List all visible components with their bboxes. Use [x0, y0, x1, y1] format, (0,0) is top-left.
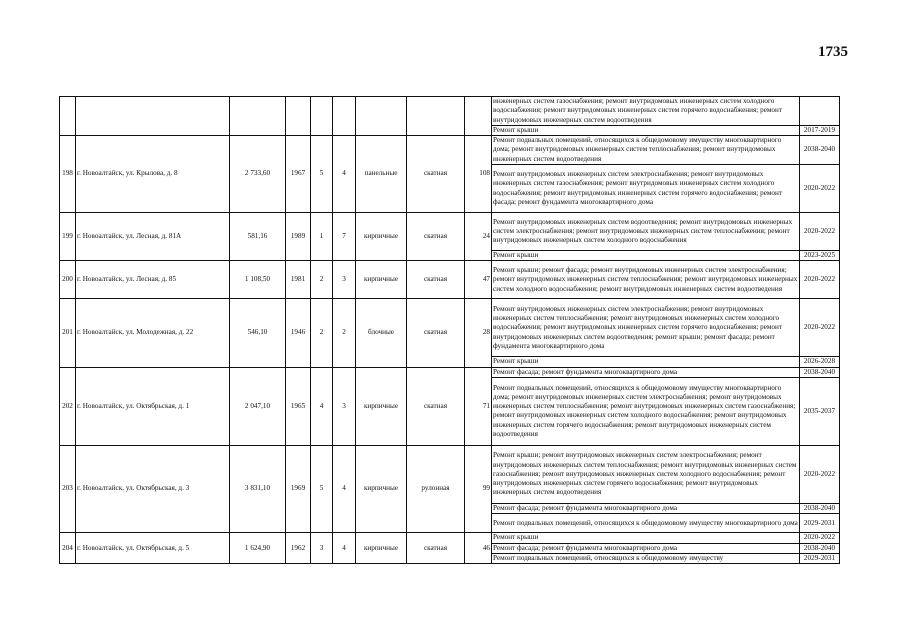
- floors: 5: [311, 445, 333, 532]
- address: г. Новоалтайск, ул. Октябрьская, д. 3: [76, 445, 230, 532]
- work-period: 2026-2028: [800, 357, 840, 367]
- work-description: Ремонт фасада; ремонт фундамента многоквартирного дома: [492, 503, 800, 513]
- work-period: 2017-2019: [800, 125, 840, 135]
- address: г. Новоалтайск, ул. Молодежная, д. 22: [76, 299, 230, 367]
- work-period: 2029-2031: [800, 553, 840, 563]
- year-built: 1965: [286, 367, 311, 445]
- work-description: Ремонт крыши: [492, 357, 800, 367]
- floors: 3: [311, 533, 333, 564]
- wall-material: блочные: [356, 299, 407, 367]
- entrances: 3: [333, 367, 356, 445]
- address: г. Новоалтайск, ул. Крылова, д. 8: [76, 136, 230, 213]
- entrances: 7: [333, 213, 356, 261]
- work-period: 2035-2037: [800, 377, 840, 445]
- row-number: 200: [60, 261, 76, 299]
- floors: 1: [311, 213, 333, 261]
- housing-repair-table: [59, 96, 840, 564]
- year-built: 1962: [286, 533, 311, 564]
- area: 1 108,50: [230, 261, 286, 299]
- wall-material: кирпичные: [356, 367, 407, 445]
- wall-material: панельные: [356, 136, 407, 213]
- floors: 5: [311, 136, 333, 213]
- table-row: [60, 445, 840, 503]
- work-description: Ремонт крыши: [492, 125, 800, 135]
- floors: 2: [311, 299, 333, 367]
- row-number: 204: [60, 533, 76, 564]
- work-period: 2020-2022: [800, 261, 840, 299]
- roof-type: скатная: [407, 213, 465, 261]
- work-period: 2020-2022: [800, 165, 840, 213]
- roof-type: скатная: [407, 299, 465, 367]
- work-period: 2038-2040: [800, 543, 840, 553]
- work-period: 2020-2022: [800, 445, 840, 503]
- address: г. Новоалтайск, ул. Октябрьская, д. 1: [76, 367, 230, 445]
- entrances: 4: [333, 533, 356, 564]
- work-period: 2020-2022: [800, 533, 840, 543]
- floors: 2: [311, 261, 333, 299]
- work-period: [800, 97, 840, 126]
- work-period: 2029-2031: [800, 514, 840, 533]
- area: 2 733,60: [230, 136, 286, 213]
- work-description: Ремонт крыши: [492, 251, 800, 261]
- work-period: 2023-2025: [800, 251, 840, 261]
- address: г. Новоалтайск, ул. Лесная, д. 81А: [76, 213, 230, 261]
- roof-type: скатная: [407, 261, 465, 299]
- apartments: 108: [465, 136, 492, 213]
- page-number: 1735: [818, 44, 848, 60]
- work-description: Ремонт фасада; ремонт фундамента многоквартирного дома: [492, 543, 800, 553]
- wall-material: кирпичные: [356, 533, 407, 564]
- work-description: Ремонт подвальных помещений, относящихся к общедомовому имуществу многоквартирного дома; ремонт внутридомовых инженерных систем электроснабжения; ремонт внутридомовых инженерных систем теплоснабжения; ремонт внутридомовых инженерных систем газоснабжения; ремонт внутридомовых инженерных систем холодного водоснабжения; ремонт внутридомовых инженерных систем горячего водоснабжения; ремонт внутридомовых инженерных систем водоотведения: [492, 377, 800, 445]
- wall-material: кирпичные: [356, 213, 407, 261]
- area: 581,16: [230, 213, 286, 261]
- work-period: 2020-2022: [800, 213, 840, 251]
- area: 3 831,10: [230, 445, 286, 532]
- table-row: [60, 136, 840, 165]
- roof-type: скатная: [407, 533, 465, 564]
- apartments: 99: [465, 445, 492, 532]
- area: 2 047,10: [230, 367, 286, 445]
- work-description: Ремонт подвальных помещений, относящихся к общедомовому имуществу многоквартирного дома; ремонт внутридомовых инженерных систем теплоснабжения; ремонт внутридомовых инженерных систем водоотведения: [492, 136, 800, 165]
- row-number: 201: [60, 299, 76, 367]
- continuation-row: [60, 97, 840, 126]
- year-built: 1989: [286, 213, 311, 261]
- work-period: 2038-2040: [800, 503, 840, 513]
- table-row: [60, 533, 840, 543]
- entrances: 4: [333, 445, 356, 532]
- wall-material: кирпичные: [356, 445, 407, 532]
- table-row: [60, 261, 840, 299]
- work-period: 2038-2040: [800, 136, 840, 165]
- row-number: 198: [60, 136, 76, 213]
- apartments: 46: [465, 533, 492, 564]
- year-built: 1981: [286, 261, 311, 299]
- work-period: 2020-2022: [800, 299, 840, 357]
- work-description: Ремонт крыши; ремонт фасада; ремонт внутридомовых инженерных систем электроснабжения; ремонт внутридомовых инженерных систем теплоснабжения; ремонт внутридомовых инженерных систем холодного водоснабжения; ремонт внутридомовых инженерных систем водоотведения: [492, 261, 800, 299]
- year-built: 1967: [286, 136, 311, 213]
- entrances: 4: [333, 136, 356, 213]
- work-description: инженерных систем газоснабжения; ремонт внутридомовых инженерных систем холодного водоснабжения; ремонт внутридомовых инженерных систем горячего водоснабжения; ремонт внутридомовых инженерных систем водоотведения: [492, 97, 800, 126]
- work-description: Ремонт подвальных помещений, относящихся к общедомовому имуществу многоквартирного дома: [492, 514, 800, 533]
- table-row: [60, 213, 840, 251]
- area: 1 624,90: [230, 533, 286, 564]
- apartments: 47: [465, 261, 492, 299]
- area: 546,10: [230, 299, 286, 367]
- table-row: [60, 299, 840, 357]
- row-number: 202: [60, 367, 76, 445]
- floors: 4: [311, 367, 333, 445]
- apartments: 28: [465, 299, 492, 367]
- entrances: 3: [333, 261, 356, 299]
- work-description: Ремонт внутридомовых инженерных систем электроснабжения; ремонт внутридомовых инженерных систем газоснабжения; ремонт внутридомовых инженерных систем холодного водоснабжения; ремонт внутридомовых инженерных систем горячего водоснабжения; ремонт фасада; ремонт фундамента многоквартирного дома: [492, 165, 800, 213]
- address: г. Новоалтайск, ул. Октябрьская, д. 5: [76, 533, 230, 564]
- work-description: Ремонт крыши; ремонт внутридомовых инженерных систем электроснабжения; ремонт внутридомовых инженерных систем теплоснабжения; ремонт внутридомовых инженерных систем газоснабжения; ремонт внутридомовых инженерных систем холодного водоснабжения; ремонт внутридомовых инженерных систем горячего водоснабжения; ремонт внутридомовых инженерных систем водоотведения: [492, 445, 800, 503]
- work-description: Ремонт подвальных помещений, относящихся к общедомовому имуществу: [492, 553, 800, 563]
- row-number: 203: [60, 445, 76, 532]
- entrances: 2: [333, 299, 356, 367]
- roof-type: рулонная: [407, 445, 465, 532]
- row-number: 199: [60, 213, 76, 261]
- work-period: 2038-2040: [800, 367, 840, 377]
- address: г. Новоалтайск, ул. Лесная, д. 85: [76, 261, 230, 299]
- work-description: Ремонт крыши: [492, 533, 800, 543]
- apartments: 24: [465, 213, 492, 261]
- work-description: Ремонт фасада; ремонт фундамента многоквартирного дома: [492, 367, 800, 377]
- year-built: 1969: [286, 445, 311, 532]
- work-description: Ремонт внутридомовых инженерных систем электроснабжения; ремонт внутридомовых инженерных систем теплоснабжения; ремонт внутридомовых инженерных систем холодного водоснабжения; ремонт внутридомовых инженерных систем горячего водоснабжения; ремонт внутридомовых инженерных систем водоотведения; ремонт крыши; ремонт фасада; ремонт фундамента многоквартирного дома: [492, 299, 800, 357]
- work-description: Ремонт внутридомовых инженерных систем водоотведения; ремонт внутридомовых инженерных систем электроснабжения; ремонт внутридомовых инженерных систем теплоснабжения; ремонт внутридомовых инженерных систем холодного водоснабжения: [492, 213, 800, 251]
- roof-type: скатная: [407, 367, 465, 445]
- roof-type: скатная: [407, 136, 465, 213]
- wall-material: кирпичные: [356, 261, 407, 299]
- table-row: [60, 367, 840, 377]
- apartments: 71: [465, 367, 492, 445]
- year-built: 1946: [286, 299, 311, 367]
